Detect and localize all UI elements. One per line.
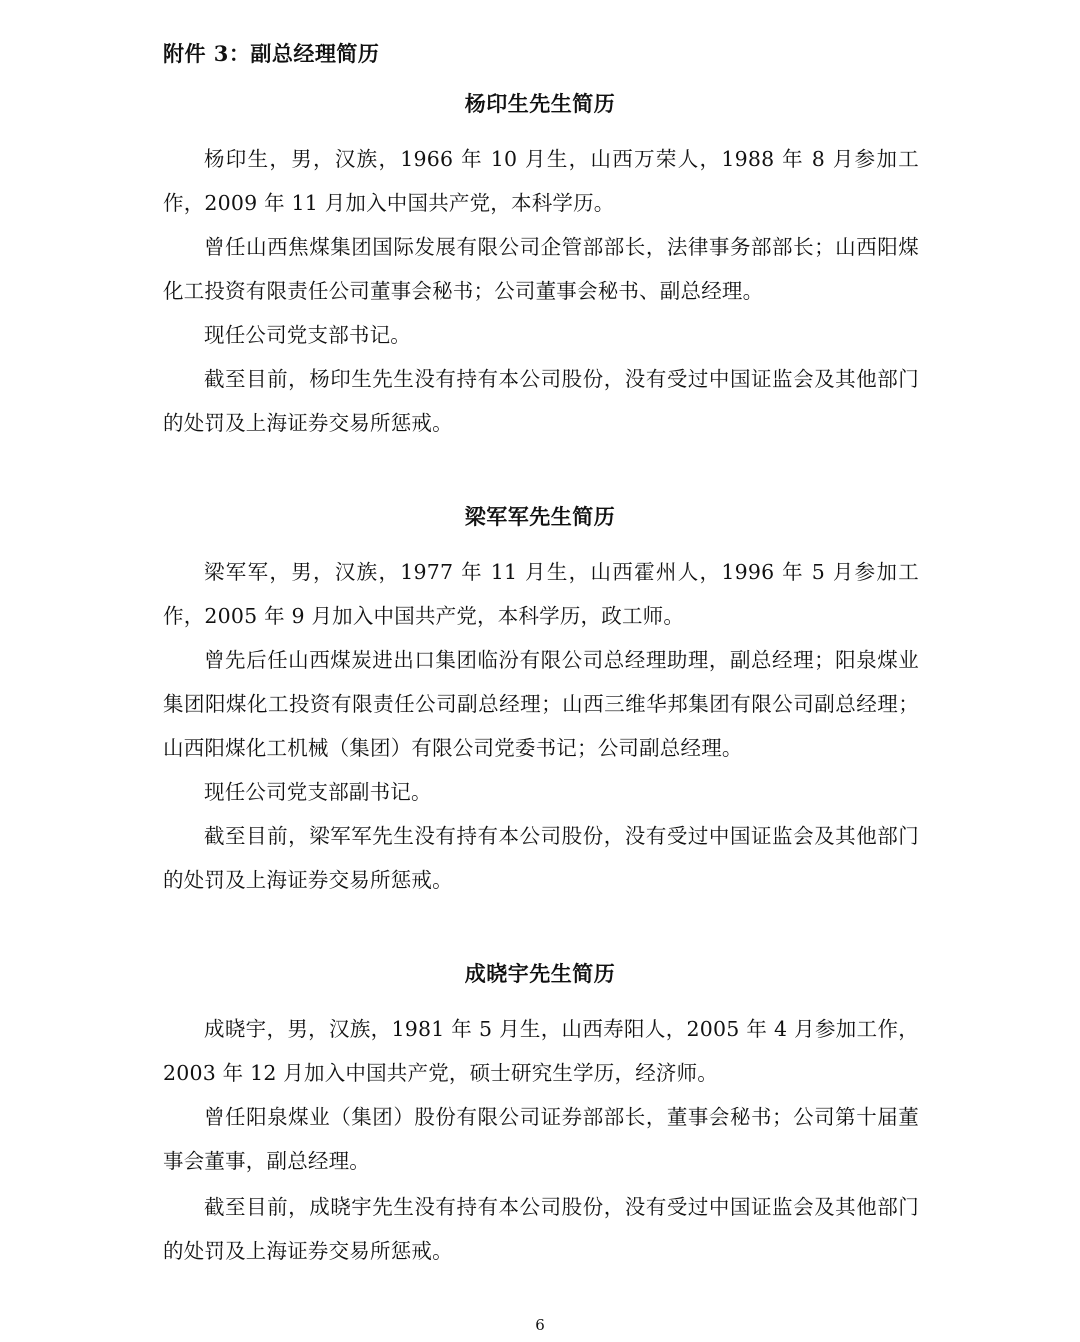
resume-cheng-past-positions: 曾任阳泉煤业（集团）股份有限公司证券部部长，董事会秘书；公司第十届董事会董事，副总经理。 [163, 1105, 919, 1173]
resume-yang-shareholding: 截至目前，杨印生先生没有持有本公司股份，没有受过中国证监会及其他部门的处罚及上海证券交易所惩戒。 [163, 367, 919, 435]
resume-yang-basic-info: 杨印生，男，汉族，1966 年 10 月生，山西万荣人，1988 年 8 月参加工作，2009 年 11 月加入中国共产党，本科学历。 [163, 147, 919, 215]
resume-liang-current-position: 现任公司党支部副书记。 [204, 780, 432, 804]
resume-heading-cheng: 成晓宇先生简历 [464, 961, 616, 986]
resume-cheng-basic-info: 成晓宇，男，汉族，1981 年 5 月生，山西寿阳人，2005 年 4 月参加工作，2003 年 12 月加入中国共产党，硕士研究生学历，经济师。 [163, 1017, 919, 1085]
attachment-title: 附件 3：副总经理简历 [163, 41, 380, 66]
resume-yang-past-positions: 曾任山西焦煤集团国际发展有限公司企管部部长，法律事务部部长；山西阳煤化工投资有限责任公司董事会秘书；公司董事会秘书、副总经理。 [163, 235, 919, 303]
resume-heading-yang: 杨印生先生简历 [464, 91, 616, 116]
resume-cheng-shareholding: 截至目前，成晓宇先生没有持有本公司股份，没有受过中国证监会及其他部门的处罚及上海证券交易所惩戒。 [163, 1195, 919, 1263]
page-number: 6 [535, 1316, 545, 1334]
resume-liang-shareholding: 截至目前，梁军军先生没有持有本公司股份，没有受过中国证监会及其他部门的处罚及上海证券交易所惩戒。 [163, 824, 919, 892]
resume-liang-past-positions: 曾先后任山西煤炭进出口集团临汾有限公司总经理助理，副总经理；阳泉煤业集团阳煤化工投资有限责任公司副总经理；山西三维华邦集团有限公司副总经理；山西阳煤化工机械（集团）有限公司党委书记；公司副总经理。 [163, 648, 919, 760]
resume-heading-liang: 梁军军先生简历 [464, 504, 616, 529]
resume-yang-current-position: 现任公司党支部书记。 [204, 323, 411, 347]
resume-liang-basic-info: 梁军军，男，汉族，1977 年 11 月生，山西霍州人，1996 年 5 月参加工作，2005 年 9 月加入中国共产党，本科学历，政工师。 [163, 560, 919, 628]
